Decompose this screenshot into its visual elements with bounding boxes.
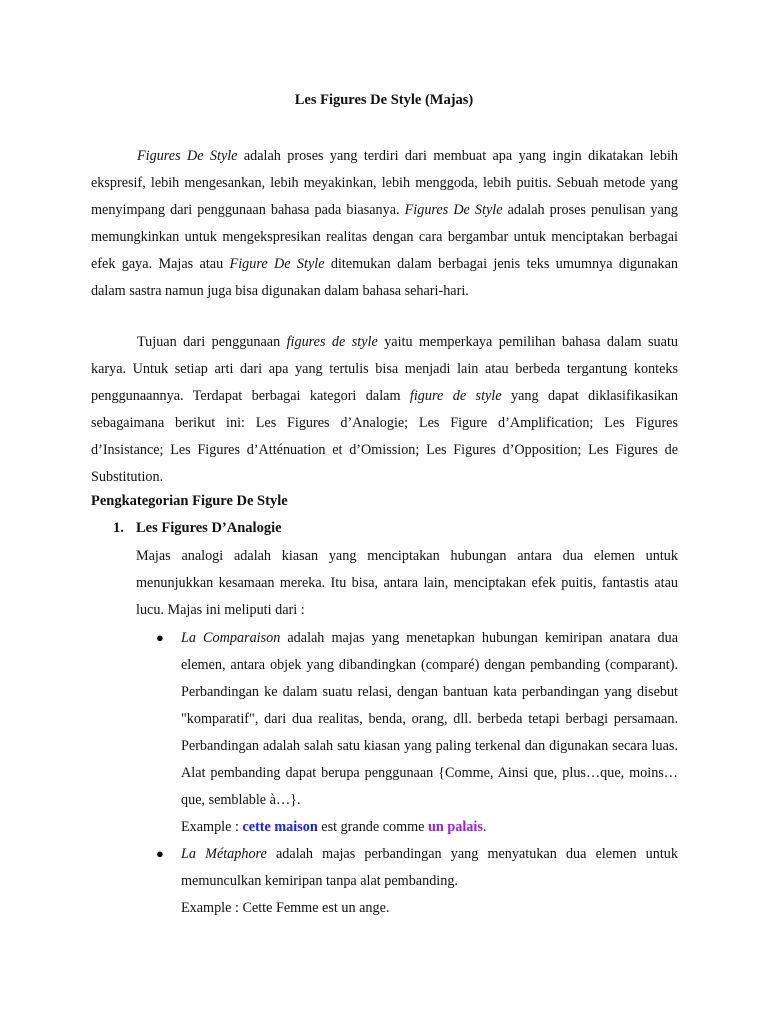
- italic-term: Figures De Style: [404, 202, 503, 218]
- page-title: Les Figures De Style (Majas): [294, 92, 474, 108]
- list-item-metaphore: [181, 841, 678, 922]
- italic-term: figure de style: [409, 388, 502, 404]
- numbered-heading-label: Les Figures D’Analogie: [136, 520, 282, 536]
- list-item-text: adalah majas perbandingan yang menyatukan dua elemen untuk memunculkan kemiripan tanpa alat pembanding.: [181, 846, 678, 889]
- example-text: .: [482, 819, 487, 835]
- bullet-icon: ●: [156, 846, 164, 861]
- list-number: 1.: [113, 520, 124, 536]
- paragraph-text: yang dapat diklasifikasikan sebagaimana berikut ini: Les Figures d’Analogie; Les Figure d’Amplification; Les Figures d’Insistance; Les Figures d’Atténuation et d’Omission; Les Figures d’Opposition; Les Figures de Substitution.: [91, 388, 678, 485]
- intro-paragraph: [91, 143, 678, 305]
- italic-term: La Métaphore: [181, 846, 267, 862]
- numbered-heading: [113, 520, 282, 537]
- paragraph-text: ditemukan dalam berbagai jenis teks umumnya digunakan dalam sastra namun juga bisa digunakan dalam bahasa sehari-hari.: [91, 256, 678, 299]
- bullet-icon: ●: [156, 630, 164, 645]
- section-heading: Pengkategorian Figure De Style: [91, 493, 288, 509]
- highlight-purple: un palais: [428, 819, 483, 835]
- example-line: [181, 814, 678, 841]
- italic-term: figures de style: [286, 334, 378, 350]
- paragraph-text: adalah proses penulisan yang memungkinkan untuk mengekspresikan realitas dengan cara bergambar untuk menciptakan berbagai efek gaya. Majas atau: [91, 202, 678, 272]
- italic-term: Figures De Style: [137, 148, 238, 164]
- highlight-blue: cette maison: [242, 819, 318, 835]
- italic-term: La Comparaison: [181, 630, 281, 646]
- italic-term: Figure De Style: [229, 256, 325, 272]
- list-item-text: adalah majas yang menetapkan hubungan kemiripan anatara dua elemen, antara objek yang dibandingkan (comparé) dengan pembanding (comparant). Perbandingan ke dalam suatu relasi, dengan bantuan kata perbandingan yang disebut "komparatif", dari dua realitas, benda, orang, dll. berbeda tetapi berbagi persamaan. Perbandingan adalah salah satu kiasan yang paling terkenal dan digunakan secara luas. Alat pembanding dapat berupa penggunaan {Comme, Ainsi que, plus…que, moins…que, semblable à…}.: [181, 630, 678, 808]
- list-item-comparaison: [181, 625, 678, 841]
- paragraph-text: yaitu memperkaya pemilihan bahasa dalam suatu karya. Untuk setiap arti dari apa yang tertulis bisa menjadi lain atau berbeda tergantung konteks penggunaannya. Terdapat berbagai kategori dalam: [91, 334, 678, 404]
- example-prefix: Example :: [181, 819, 243, 835]
- example-line: Example : Cette Femme est un ange.: [181, 900, 390, 916]
- paragraph-text: adalah proses yang terdiri dari membuat apa yang ingin dikatakan lebih ekspresif, lebih mengesankan, lebih meyakinkan, lebih menggoda, lebih puitis. Sebuah metode yang menyimpang dari penggunaan bahasa pada biasanya.: [91, 148, 678, 218]
- purpose-paragraph: [91, 329, 678, 491]
- analogie-description: Majas analogi adalah kiasan yang menciptakan hubungan antara dua elemen untuk menunjukkan kesamaan mereka. Itu bisa, antara lain, menciptakan efek puitis, fantastis atau lucu. Majas ini meliputi dari :: [136, 548, 678, 618]
- paragraph-text: Tujuan dari penggunaan: [137, 334, 287, 350]
- example-text: est grande comme: [317, 819, 429, 835]
